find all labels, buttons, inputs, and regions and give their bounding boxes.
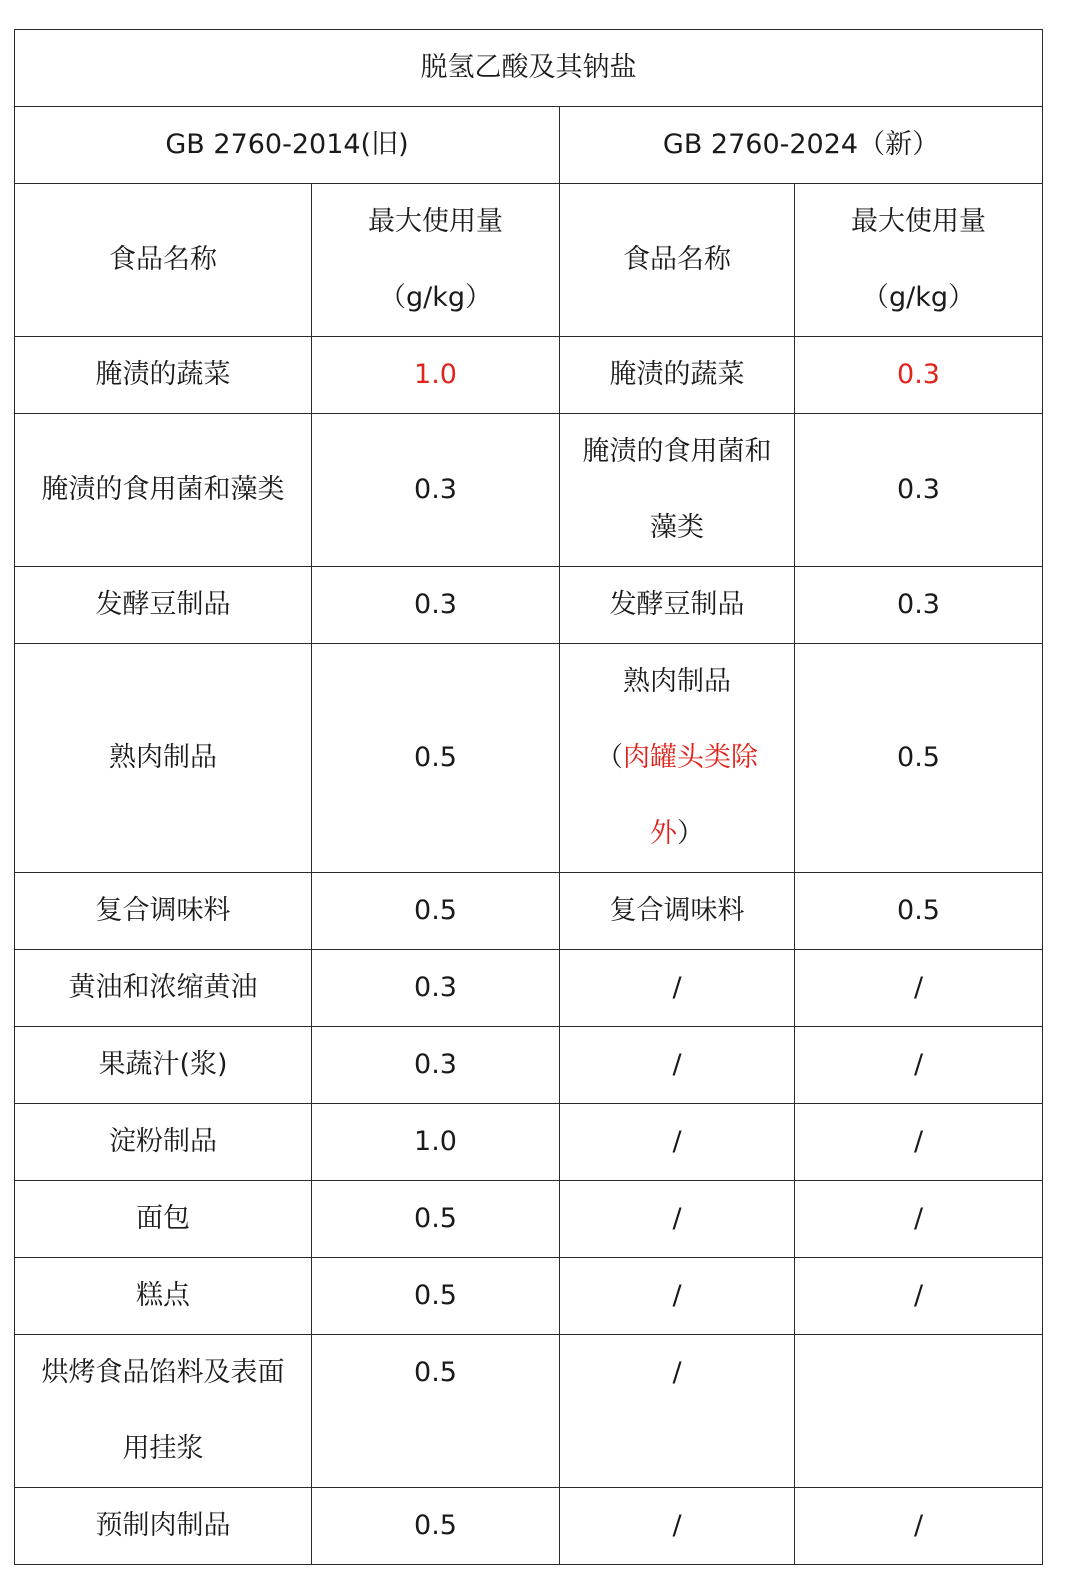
old-max-usage: 0.5	[312, 1335, 560, 1488]
new-food-name-header: 食品名称	[560, 184, 795, 337]
old-max-usage: 1.0	[312, 337, 560, 414]
new-max-usage: /	[795, 1181, 1043, 1258]
new-food-name: /	[560, 1335, 795, 1488]
table-row	[15, 567, 1043, 644]
new-max-usage: 0.3	[795, 337, 1043, 414]
old-food-name: 预制肉制品	[15, 1488, 312, 1565]
new-food-name: /	[560, 1488, 795, 1565]
old-standard-header: GB 2760-2014(旧)	[15, 107, 560, 184]
old-max-usage: 0.5	[312, 1181, 560, 1258]
new-max-usage: /	[795, 1027, 1043, 1104]
old-food-name: 黄油和浓缩黄油	[15, 950, 312, 1027]
new-food-name: 发酵豆制品	[560, 567, 795, 644]
exclusion-note: 肉罐头类除	[623, 742, 758, 773]
new-max-usage: 0.3	[795, 567, 1043, 644]
new-max-usage: /	[795, 950, 1043, 1027]
new-max-usage: 0.5	[795, 644, 1043, 873]
old-food-name: 发酵豆制品	[15, 567, 312, 644]
table-row	[15, 1488, 1043, 1565]
old-max-usage: 1.0	[312, 1104, 560, 1181]
table-row	[15, 1258, 1043, 1335]
old-food-name: 淀粉制品	[15, 1104, 312, 1181]
new-max-usage: /	[795, 1258, 1043, 1335]
new-max-usage: /	[795, 1104, 1043, 1181]
new-food-name: 熟肉制品 （肉罐头类除 外）	[560, 644, 795, 873]
old-max-usage: 0.3	[312, 1027, 560, 1104]
old-max-usage: 0.3	[312, 414, 560, 567]
new-max-usage: 0.3	[795, 414, 1043, 567]
new-food-name: 腌渍的蔬菜	[560, 337, 795, 414]
table-row	[15, 1181, 1043, 1258]
new-food-name: /	[560, 950, 795, 1027]
additive-table	[14, 29, 1043, 1565]
old-max-usage: 0.5	[312, 644, 560, 873]
new-food-name: /	[560, 1027, 795, 1104]
new-food-name: /	[560, 1258, 795, 1335]
old-max-usage-header: 最大使用量 （g/kg）	[312, 184, 560, 337]
table-row	[15, 1027, 1043, 1104]
old-food-name: 面包	[15, 1181, 312, 1258]
table-row	[15, 873, 1043, 950]
table-row	[15, 414, 1043, 567]
old-food-name: 烘烤食品馅料及表面 用挂浆	[15, 1335, 312, 1488]
old-max-usage: 0.5	[312, 1488, 560, 1565]
table-row	[15, 1335, 1043, 1488]
new-food-name: /	[560, 1104, 795, 1181]
old-food-name: 糕点	[15, 1258, 312, 1335]
old-food-name: 复合调味料	[15, 873, 312, 950]
old-max-usage: 0.3	[312, 950, 560, 1027]
old-food-name: 腌渍的蔬菜	[15, 337, 312, 414]
old-max-usage: 0.3	[312, 567, 560, 644]
table-row	[15, 644, 1043, 873]
new-max-usage: /	[795, 1488, 1043, 1565]
new-max-usage: 0.5	[795, 873, 1043, 950]
table-row	[15, 1104, 1043, 1181]
new-max-usage-header: 最大使用量 （g/kg）	[795, 184, 1043, 337]
new-food-name: 腌渍的食用菌和 藻类	[560, 414, 795, 567]
table-row	[15, 337, 1043, 414]
old-max-usage: 0.5	[312, 1258, 560, 1335]
old-food-name: 熟肉制品	[15, 644, 312, 873]
old-food-name: 果蔬汁(浆)	[15, 1027, 312, 1104]
old-max-usage: 0.5	[312, 873, 560, 950]
exclusion-note: 外	[650, 818, 677, 849]
new-food-name: 复合调味料	[560, 873, 795, 950]
new-max-usage	[795, 1335, 1043, 1488]
table-title: 脱氢乙酸及其钠盐	[15, 30, 1043, 107]
table-row	[15, 950, 1043, 1027]
new-food-name: /	[560, 1181, 795, 1258]
old-food-name: 腌渍的食用菌和藻类	[15, 414, 312, 567]
new-standard-header: GB 2760-2024（新）	[560, 107, 1043, 184]
old-food-name-header: 食品名称	[15, 184, 312, 337]
